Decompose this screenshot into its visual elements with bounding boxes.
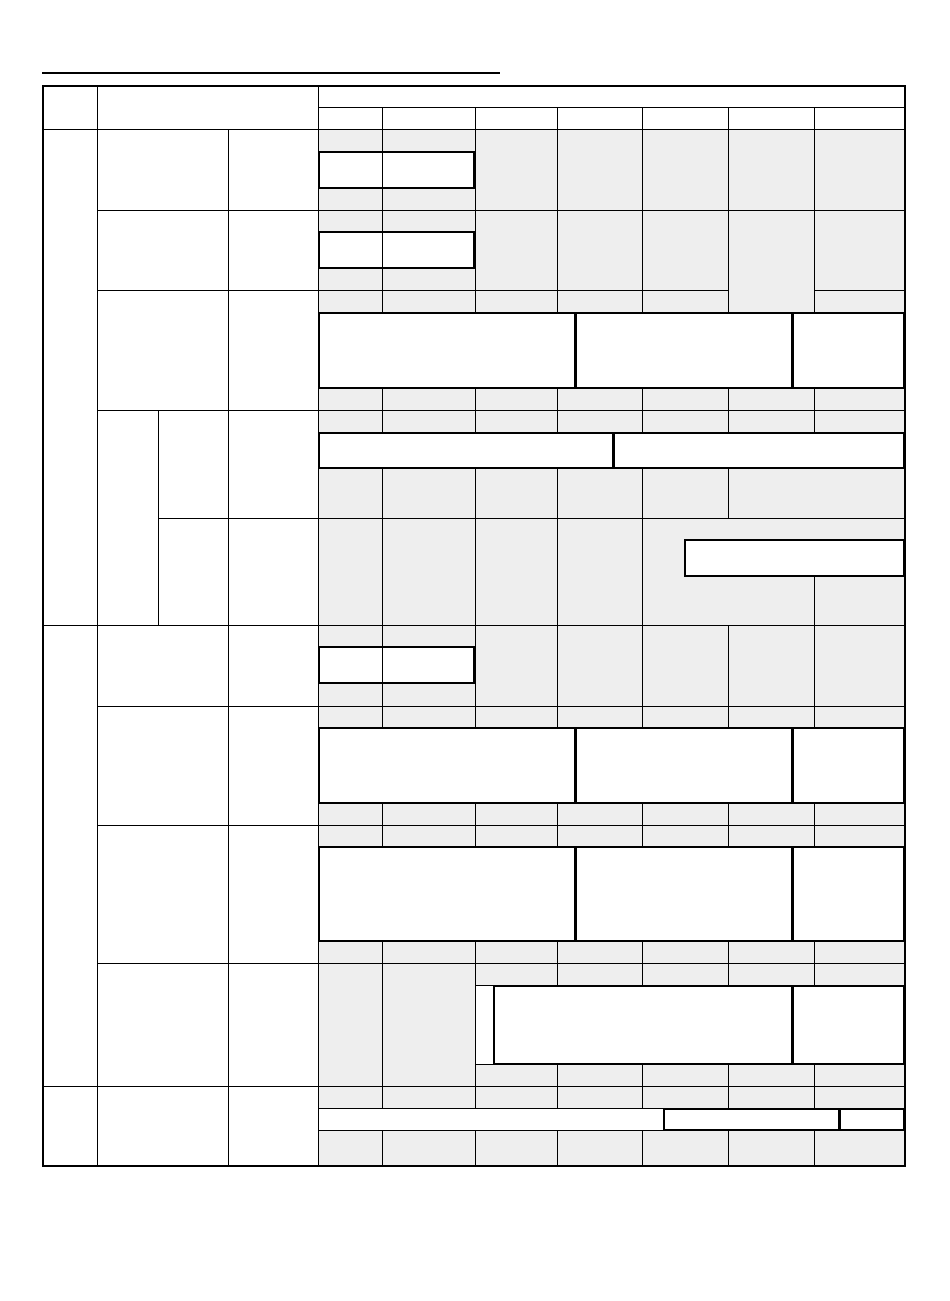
- table-outer-border: [42, 85, 906, 1167]
- title-underline: [42, 72, 500, 74]
